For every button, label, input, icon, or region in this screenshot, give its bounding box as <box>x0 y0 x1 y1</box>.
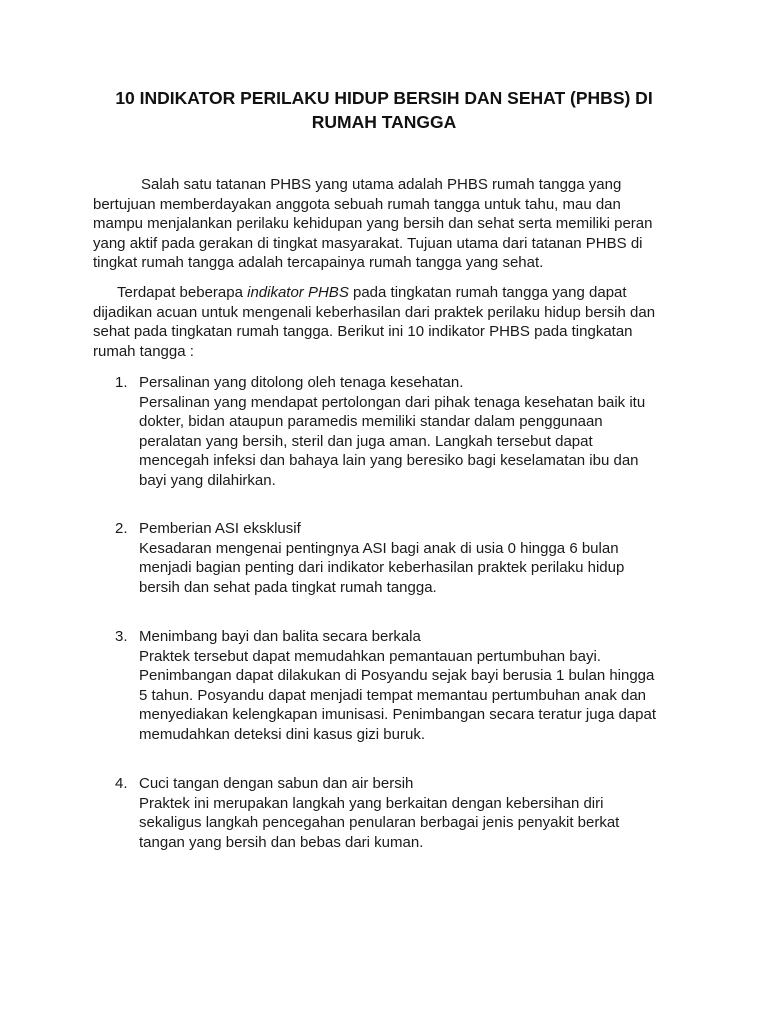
list-number: 2. <box>115 520 128 537</box>
list-item-line: mencegah infeksi dan bahaya lain yang beresiko bagi keselamatan ibu dan <box>139 452 639 469</box>
title-line: 10 INDIKATOR PERILAKU HIDUP BERSIH DAN SEHAT (PHBS) DI <box>115 88 653 108</box>
paragraph-line <box>93 283 683 303</box>
text-run: pada tingkatan rumah tangga yang dapat <box>348 284 627 301</box>
list-item-line: menjadi bagian penting dari indikator keberhasilan praktek perilaku hidup <box>139 559 625 576</box>
list-item-line: tangan yang bersih dan bebas dari kuman. <box>139 833 424 851</box>
paragraph-line: rumah tangga : <box>93 342 194 360</box>
indicator-intro-paragraph <box>93 283 683 361</box>
list-item-body <box>139 627 699 744</box>
list-number: 1. <box>115 374 128 391</box>
list-item-heading: Cuci tangan dengan sabun dan air bersih <box>139 775 414 792</box>
list-item-line: dokter, bidan ataupun paramedis memiliki standar dalam penggunaan <box>139 413 603 430</box>
list-item-line: memudahkan deteksi dini kasus gizi buruk. <box>139 725 425 743</box>
list-item-line: Praktek tersebut dapat memudahkan pemantauan pertumbuhan bayi. <box>139 647 601 665</box>
paragraph-line: mampu menjalankan perilaku kehidupan yang bersih dan sehat serta memiliki peran <box>93 215 653 232</box>
list-item-line: 5 tahun. Posyandu dapat menjadi tempat memantau pertumbuhan anak dan <box>139 686 647 704</box>
list-item-line: Penimbangan dapat dilakukan di Posyandu sejak bayi berusia 1 bulan hingga <box>139 667 655 684</box>
list-item-line: Kesadaran mengenai pentingnya ASI bagi anak di usia 0 hingga 6 bulan <box>139 539 619 557</box>
italic-term: indikator PHBS <box>247 284 349 301</box>
list-item-heading: Pemberian ASI eksklusif <box>139 520 301 537</box>
list-item-body <box>139 519 699 597</box>
paragraph-line: sehat pada tingkatan rumah tangga. Berikut ini 10 indikator PHBS pada tingkatan <box>93 323 633 340</box>
document-title <box>90 86 678 134</box>
list-item-line: Persalinan yang mendapat pertolongan dari pihak tenaga kesehatan baik itu <box>139 393 646 411</box>
paragraph-line: dijadikan acuan untuk mengenali keberhasilan dari praktek perilaku hidup bersih dan <box>93 303 656 321</box>
title-line: RUMAH TANGGA <box>311 112 457 132</box>
text-run: Terdapat beberapa <box>117 284 248 301</box>
list-item-heading: Persalinan yang ditolong oleh tenaga kesehatan. <box>139 374 464 391</box>
list-item-line: peralatan yang bersih, steril dan juga aman. Langkah tersebut dapat <box>139 432 593 450</box>
list-number: 4. <box>115 775 128 792</box>
list-item-line: sekaligus langkah pencegahan penularan berbagai jenis penyakit berkat <box>139 814 620 831</box>
list-item-heading: Menimbang bayi dan balita secara berkala <box>139 628 421 645</box>
list-item-body <box>139 373 699 490</box>
list-item-line: bayi yang dilahirkan. <box>139 471 276 489</box>
paragraph-line: tingkat rumah tangga adalah tercapainya rumah tangga yang sehat. <box>93 254 544 271</box>
list-item-line: menyediakan kelengkapan imunisasi. Penimbangan secara teratur juga dapat <box>139 706 656 723</box>
intro-paragraph <box>93 175 683 273</box>
list-number: 3. <box>115 628 128 645</box>
list-item-body <box>139 774 699 852</box>
list-item-line: Praktek ini merupakan langkah yang berkaitan dengan kebersihan diri <box>139 794 604 812</box>
paragraph-line: yang aktif pada gerakan di tingkat masyarakat. Tujuan utama dari tatanan PHBS di <box>93 234 643 252</box>
list-item-line: bersih dan sehat pada tingkat rumah tangga. <box>139 578 437 596</box>
paragraph-line: bertujuan memberdayakan anggota sebuah rumah tangga untuk tahu, mau dan <box>93 195 621 213</box>
paragraph-line: Salah satu tatanan PHBS yang utama adalah PHBS rumah tangga yang <box>141 176 622 193</box>
